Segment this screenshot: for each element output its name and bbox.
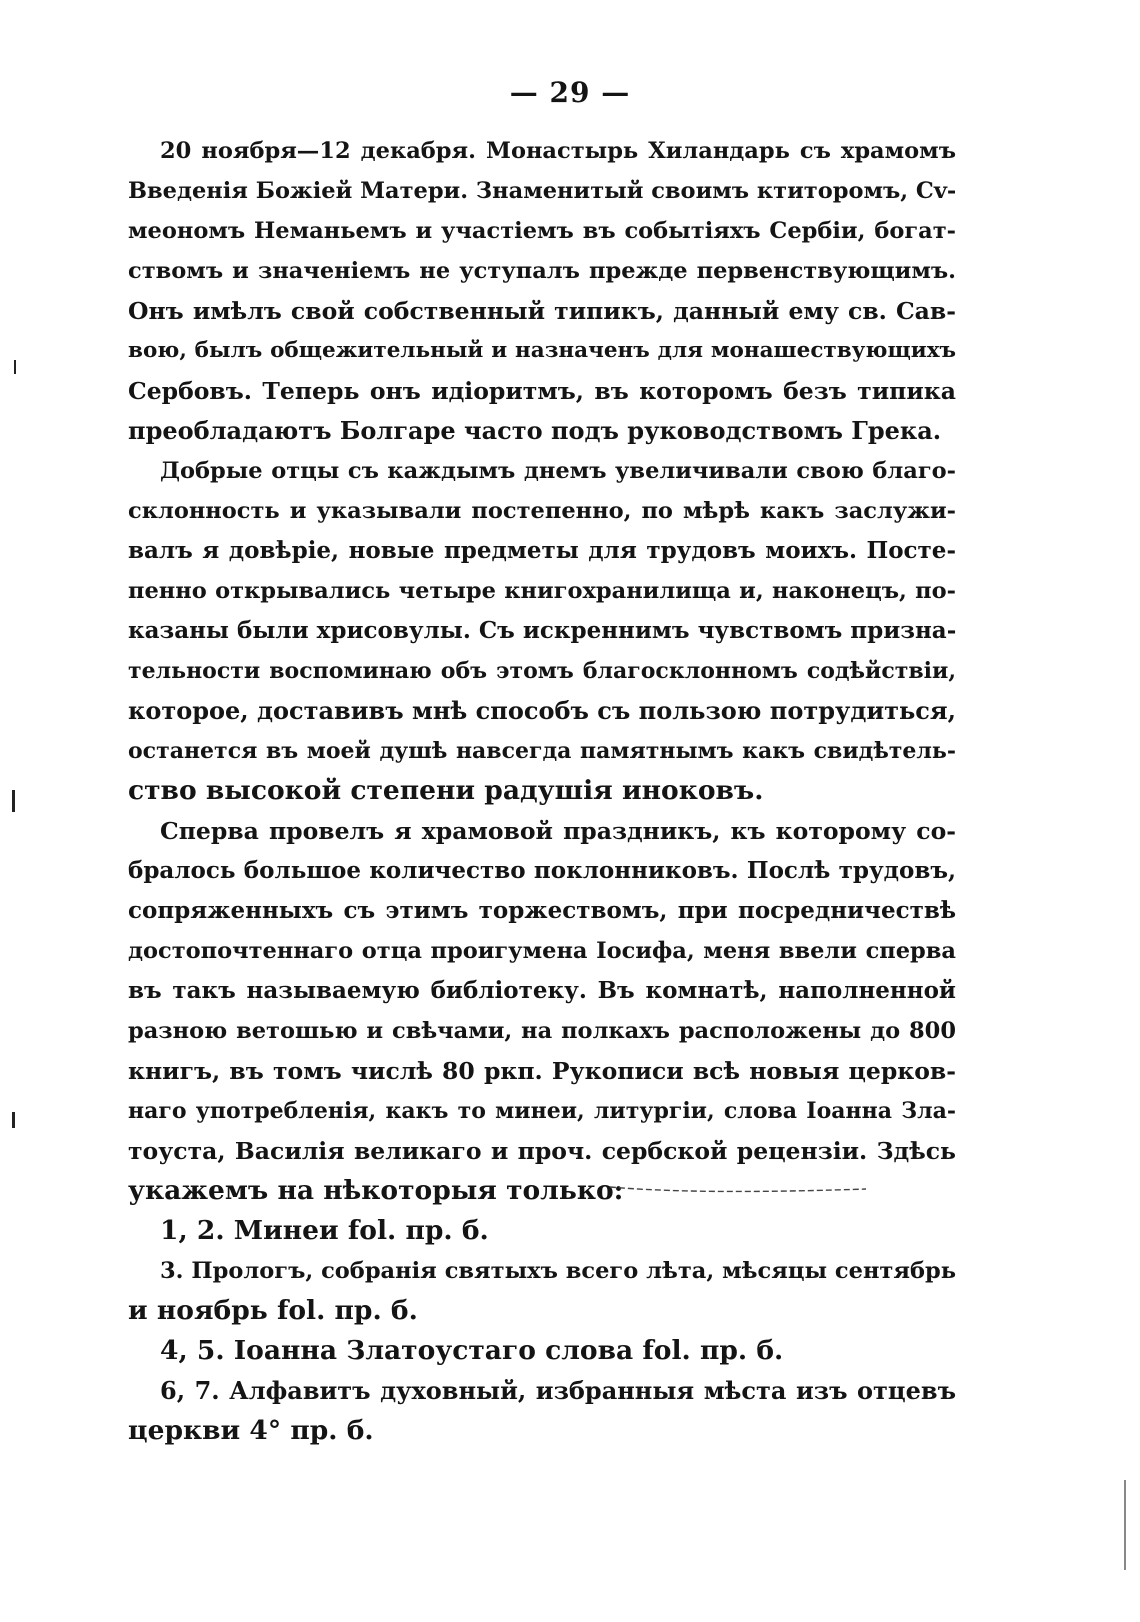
pencil-underline: [608, 1183, 868, 1195]
text-line: 20 ноября—12 декабря. Монастырь Хиландарь съ храмомъ: [160, 138, 956, 164]
list-item: церкви 4° пр. б.: [128, 1415, 374, 1446]
text-line: Сербовъ. Теперь онъ идіоритмъ, въ которомъ безъ типика: [128, 377, 956, 405]
text-line: Онъ имѣлъ свой собственный типикъ, данный ему св. Сав-: [128, 297, 956, 325]
list-item: 4, 5. Іоанна Златоустаго слова fol. пр. б.: [160, 1335, 784, 1366]
text-line: книгъ, въ томъ числѣ 80 ркп. Рукописи всѣ новыя церков-: [128, 1057, 956, 1085]
text-line: меономъ Неманьемъ и участіемъ въ событіяхъ Сербіи, богат-: [128, 218, 956, 244]
text-line: ствомъ и значеніемъ не уступалъ прежде первенствующимъ.: [128, 258, 956, 284]
text-line: Введенія Божіей Матери. Знаменитый своимъ ктиторомъ, Сv-: [128, 178, 956, 204]
text-line: наго употребленія, какъ то минеи, литургіи, слова Іоанна Зла-: [128, 1098, 956, 1124]
list-item: 6, 7. Алфавитъ духовный, избранныя мѣста изъ отцевъ: [160, 1376, 956, 1405]
margin-mark: [1124, 1480, 1126, 1570]
margin-mark: [12, 1112, 15, 1128]
text-line: валъ я довѣріе, новые предметы для трудовъ моихъ. Посте-: [128, 537, 956, 564]
text-line: ство высокой степени радушія иноковъ.: [128, 775, 764, 806]
text-line: пенно открывались четыре книгохранилища и, наконецъ, по-: [128, 578, 956, 604]
list-item: и ноябрь fol. пр. б.: [128, 1295, 418, 1326]
text-line: вою, былъ общежительный и назначенъ для монашествующихъ: [128, 338, 956, 363]
text-line: Сперва провелъ я храмовой праздникъ, къ которому со-: [160, 817, 956, 845]
text-line: тоуста, Василія великаго и проч. сербской рецензіи. Здѣсь: [128, 1137, 956, 1165]
text-line: разною ветошью и свѣчами, на полкахъ расположены до 800: [128, 1018, 956, 1044]
text-line: сопряженныхъ съ этимъ торжествомъ, при посредничествѣ: [128, 897, 956, 924]
text-line: въ такъ называемую библіотеку. Въ комнатѣ, наполненной: [128, 977, 956, 1004]
text-line: склонность и указывали постепенно, по мѣрѣ какъ заслужи-: [128, 498, 956, 524]
text-line: преобладаютъ Болгаре часто подъ руководствомъ Грека.: [128, 416, 942, 445]
text-line: укажемъ на нѣкоторыя только:: [128, 1175, 624, 1206]
text-line: казаны были хрисовулы. Съ искреннимъ чувствомъ призна-: [128, 617, 956, 644]
text-line: которое, доставивъ мнѣ способъ съ пользою потрудиться,: [128, 696, 956, 725]
list-item: 3. Прологъ, собранія святыхъ всего лѣта, мѣсяцы сентябрь: [160, 1258, 956, 1284]
text-line: останется въ моей душѣ навсегда памятнымъ какъ свидѣтель-: [128, 738, 956, 764]
text-line: тельности воспоминаю объ этомъ благосклонномъ содѣйствіи,: [128, 658, 956, 684]
list-item: 1, 2. Минеи fol. пр. б.: [160, 1215, 489, 1246]
text-line: Добрые отцы съ каждымъ днемъ увеличивали свою благо-: [160, 458, 956, 484]
margin-mark: [14, 360, 16, 374]
margin-mark: [12, 790, 15, 812]
page-number: — 29 —: [509, 76, 631, 109]
text-line: достопочтеннаго отца проигумена Іосифа, меня ввели сперва: [128, 938, 956, 964]
text-line: бралось большое количество поклонниковъ. Послѣ трудовъ,: [128, 857, 956, 884]
